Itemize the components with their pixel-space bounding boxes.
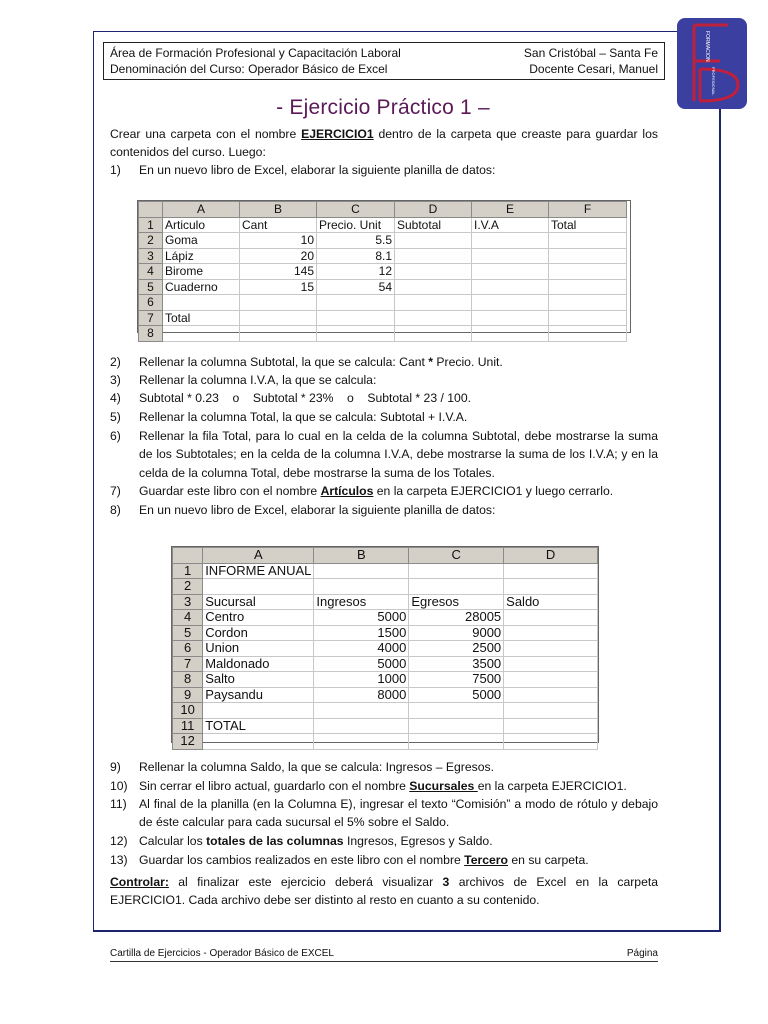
column-header: A xyxy=(163,202,240,218)
sheet-row xyxy=(139,295,627,311)
sheet-cell xyxy=(504,672,598,688)
sheet-cell xyxy=(395,248,472,264)
sheet-row xyxy=(139,217,627,233)
sheet-cell: Cant xyxy=(240,217,317,233)
column-header: B xyxy=(240,202,317,218)
column-header: D xyxy=(395,202,472,218)
sheet-cell xyxy=(472,310,549,326)
sheet-row xyxy=(173,734,598,750)
sheet-cell xyxy=(314,703,409,719)
sheet-cell: Subtotal xyxy=(395,217,472,233)
sheet-cell: Paysandu xyxy=(203,687,314,703)
row-header: 6 xyxy=(139,295,163,311)
sheet-cell: 145 xyxy=(240,264,317,280)
spreadsheet-informe-anual xyxy=(171,546,599,749)
sheet-cell: 3500 xyxy=(409,656,504,672)
sheet-cell xyxy=(409,703,504,719)
sheet-cell: 4000 xyxy=(314,641,409,657)
filename-sucursales: Sucursales xyxy=(409,779,478,793)
sheet-cell: Total xyxy=(163,310,240,326)
document-header xyxy=(103,42,665,80)
sheet-cell: 8000 xyxy=(314,687,409,703)
sheet-cell xyxy=(549,326,627,342)
sheet-cell xyxy=(472,233,549,249)
sheet-cell xyxy=(317,295,395,311)
sheet-cell: 5000 xyxy=(314,610,409,626)
sheet-cell: 5000 xyxy=(409,687,504,703)
sheet-cell: 10 xyxy=(240,233,317,249)
row-header: 6 xyxy=(173,641,203,657)
row-header: 3 xyxy=(139,248,163,264)
sheet-cell xyxy=(549,248,627,264)
column-header: B xyxy=(314,548,409,564)
sheet-cell xyxy=(549,233,627,249)
row-header: 9 xyxy=(173,687,203,703)
sheet-row xyxy=(173,579,598,595)
row-header: 4 xyxy=(173,610,203,626)
sheet-cell xyxy=(504,563,598,579)
sheet-cell xyxy=(549,264,627,280)
sheet-cell xyxy=(314,563,409,579)
sheet-cell: I.V.A xyxy=(472,217,549,233)
column-header: E xyxy=(472,202,549,218)
sheet-row xyxy=(173,641,598,657)
sheet-cell xyxy=(203,734,314,750)
sheet-cell xyxy=(504,687,598,703)
sheet-row xyxy=(139,310,627,326)
sheet-cell xyxy=(409,563,504,579)
page-footer xyxy=(110,948,658,962)
list-item-6: 6) Rellenar la fila Total, para lo cual en la celda de la columna Subtotal, debe mostrarse la suma de los Subtotales; en la celda de la columna I.V.A, debe mostrarse la suma de los I.V.A; y en la celda de la columna Total, debe mostrarse la suma de los Totales. xyxy=(110,429,658,480)
sheet-cell xyxy=(549,279,627,295)
sheet-cell: Goma xyxy=(163,233,240,249)
corner-cell xyxy=(173,548,203,564)
sheet-cell xyxy=(314,718,409,734)
sheet-cell xyxy=(409,579,504,595)
logo-text-1: FORMACION xyxy=(704,31,710,62)
sheet-cell: 15 xyxy=(240,279,317,295)
corner-cell xyxy=(139,202,163,218)
header-location: San Cristóbal – Santa Fe xyxy=(523,46,658,60)
column-header: A xyxy=(203,548,314,564)
sheet-row xyxy=(173,687,598,703)
sheet-cell xyxy=(504,641,598,657)
sheet-row xyxy=(139,264,627,280)
sheet-cell xyxy=(504,579,598,595)
sheet-row xyxy=(139,326,627,342)
sheet-cell: Articulo xyxy=(163,217,240,233)
sheet-row xyxy=(139,233,627,249)
header-teacher: Docente Cesari, Manuel xyxy=(529,62,658,76)
sheet-cell: Egresos xyxy=(409,594,504,610)
sheet-cell xyxy=(504,625,598,641)
sheet-cell: 1500 xyxy=(314,625,409,641)
column-header: D xyxy=(504,548,598,564)
sheet-cell: Birome xyxy=(163,264,240,280)
sheet-cell: Union xyxy=(203,641,314,657)
sheet-cell xyxy=(395,233,472,249)
sheet-row xyxy=(173,610,598,626)
sheet-cell: Precio. Unit xyxy=(317,217,395,233)
sheet-cell: Cuaderno xyxy=(163,279,240,295)
row-header: 12 xyxy=(173,734,203,750)
sheet-row xyxy=(139,279,627,295)
sheet-cell: Lápiz xyxy=(163,248,240,264)
sheet-cell xyxy=(504,718,598,734)
row-header: 7 xyxy=(173,656,203,672)
row-header: 11 xyxy=(173,718,203,734)
sheet-cell xyxy=(504,734,598,750)
sheet-row xyxy=(173,625,598,641)
control-label: Controlar: xyxy=(110,875,169,889)
sheet-cell: TOTAL xyxy=(203,718,314,734)
folder-name-ejercicio1: EJERCICIO1 xyxy=(301,127,374,141)
sheet-cell xyxy=(395,295,472,311)
sheet-cell xyxy=(395,310,472,326)
row-header: 7 xyxy=(139,310,163,326)
logo-text-2: PROFESIONAL xyxy=(711,67,716,96)
row-header: 8 xyxy=(173,672,203,688)
sheet-cell xyxy=(395,279,472,295)
intro-paragraph: Crear una carpeta con el nombre EJERCICIO1 dentro de la carpeta que creaste para guardar los contenidos del curso. Luego: xyxy=(110,127,658,160)
header-course: Denominación del Curso: Operador Básico de Excel xyxy=(110,62,388,76)
sheet-cell xyxy=(203,579,314,595)
sheet-cell: 2500 xyxy=(409,641,504,657)
sheet-cell: 1000 xyxy=(314,672,409,688)
row-header: 10 xyxy=(173,703,203,719)
sheet-cell xyxy=(163,295,240,311)
sheet-row xyxy=(173,672,598,688)
sheet-cell xyxy=(472,279,549,295)
row-header: 5 xyxy=(173,625,203,641)
sheet-row xyxy=(173,563,598,579)
sheet-row xyxy=(173,656,598,672)
sheet-cell xyxy=(317,310,395,326)
sheet-cell xyxy=(504,703,598,719)
sheet-cell: Cordon xyxy=(203,625,314,641)
filename-tercero: Tercero xyxy=(464,853,508,867)
sheet-cell xyxy=(549,295,627,311)
sheet-cell xyxy=(504,610,598,626)
row-header: 8 xyxy=(139,326,163,342)
sheet-cell xyxy=(395,326,472,342)
sheet-row xyxy=(173,718,598,734)
sheet-cell: Ingresos xyxy=(314,594,409,610)
sheet-cell: 9000 xyxy=(409,625,504,641)
sheet-cell xyxy=(409,718,504,734)
sheet-cell xyxy=(240,310,317,326)
column-header: C xyxy=(317,202,395,218)
sheet-cell xyxy=(472,326,549,342)
sheet-cell xyxy=(317,326,395,342)
row-header: 1 xyxy=(139,217,163,233)
sheet-cell xyxy=(314,579,409,595)
column-header: F xyxy=(549,202,627,218)
sheet-row xyxy=(173,594,598,610)
sheet-row xyxy=(139,248,627,264)
sheet-cell xyxy=(203,703,314,719)
list-item-11: 11) Al final de la planilla (en la Columna E), ingresar el texto “Comisión” a modo de rótulo y debajo de éste calcular para cada sucursal el 5% sobre el Saldo. xyxy=(110,797,658,830)
column-header: C xyxy=(409,548,504,564)
sheet-cell: 7500 xyxy=(409,672,504,688)
spreadsheet-articulos xyxy=(137,200,631,341)
sheet-cell xyxy=(395,264,472,280)
control-paragraph: Controlar: al finalizar este ejercicio deberá visualizar 3 archivos de Excel en la carpeta EJERCICIO1. Cada archivo debe ser distinto al resto en cuanto a su contenido. xyxy=(110,875,659,908)
sheet-cell: 12 xyxy=(317,264,395,280)
row-header: 2 xyxy=(173,579,203,595)
sheet-cell xyxy=(472,248,549,264)
sheet-cell: 20 xyxy=(240,248,317,264)
sheet-cell: Sucursal xyxy=(203,594,314,610)
sheet-cell: 28005 xyxy=(409,610,504,626)
sheet-row xyxy=(173,703,598,719)
sheet-cell: Salto xyxy=(203,672,314,688)
sheet-cell xyxy=(240,326,317,342)
sheet-cell xyxy=(549,310,627,326)
sheet-cell: Saldo xyxy=(504,594,598,610)
row-header: 1 xyxy=(173,563,203,579)
sheet-cell: 54 xyxy=(317,279,395,295)
sheet-cell: 5000 xyxy=(314,656,409,672)
institution-logo xyxy=(676,17,748,110)
sheet-cell: 5.5 xyxy=(317,233,395,249)
row-header: 3 xyxy=(173,594,203,610)
sheet-cell xyxy=(472,264,549,280)
sheet-cell: Centro xyxy=(203,610,314,626)
page-title: - Ejercicio Práctico 1 – xyxy=(276,96,490,119)
filename-articulos: Artículos xyxy=(320,484,374,498)
sheet-cell xyxy=(504,656,598,672)
sheet-cell: Maldonado xyxy=(203,656,314,672)
footer-page: Página xyxy=(626,948,658,959)
sheet-cell: INFORME ANUAL xyxy=(203,563,314,579)
row-header: 2 xyxy=(139,233,163,249)
footer-title: Cartilla de Ejercicios - Operador Básico de EXCEL xyxy=(110,948,334,959)
sheet-cell xyxy=(314,734,409,750)
sheet-cell xyxy=(163,326,240,342)
header-area: Área de Formación Profesional y Capacitación Laboral xyxy=(110,46,401,60)
sheet-cell xyxy=(472,295,549,311)
sheet-cell xyxy=(409,734,504,750)
row-header: 4 xyxy=(139,264,163,280)
row-header: 5 xyxy=(139,279,163,295)
sheet-cell: 8.1 xyxy=(317,248,395,264)
sheet-cell xyxy=(240,295,317,311)
sheet-cell: Total xyxy=(549,217,627,233)
